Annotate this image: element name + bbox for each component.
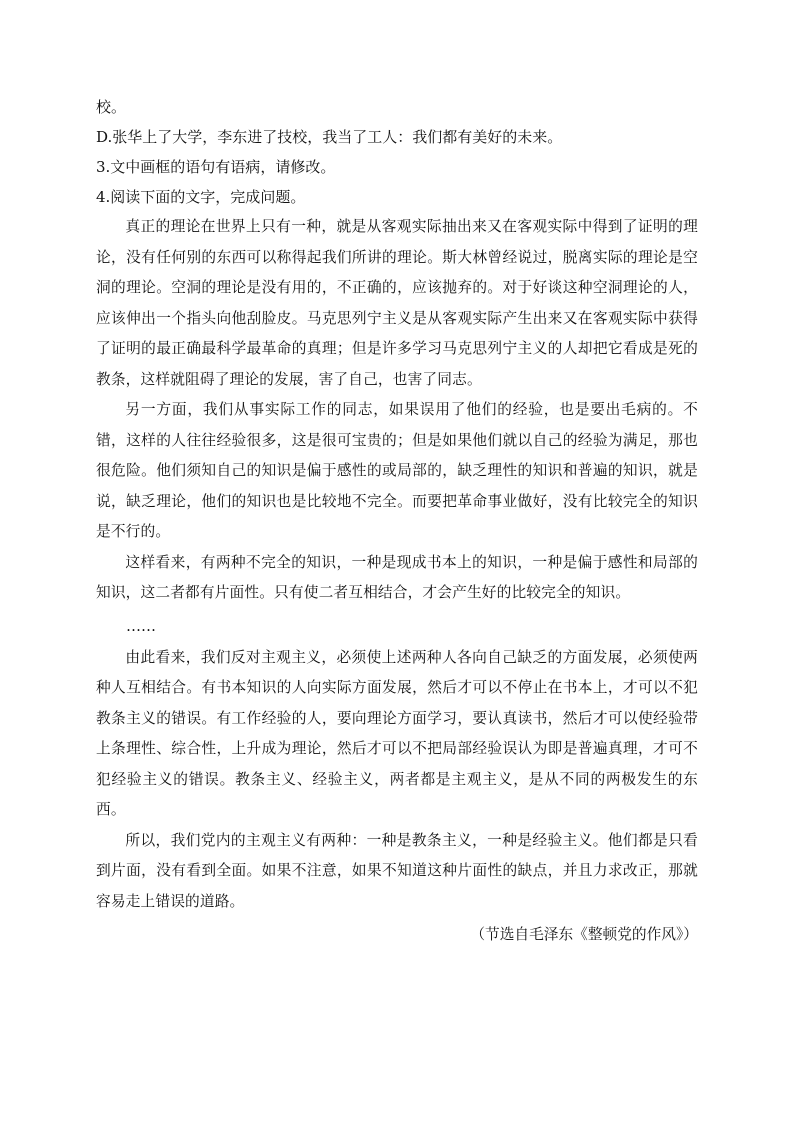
option-d: D.张华上了大学，李东进了技校，我当了工人：我们都有美好的未来。 bbox=[96, 128, 563, 146]
passage-source: （节选自毛泽东《整顿党的作风》） bbox=[470, 926, 698, 943]
question-4: 4.阅读下面的文字，完成问题。 bbox=[96, 188, 306, 206]
passage-paragraph-1: 真正的理论在世界上只有一种，就是从客观实际抽出来又在客观实际中得到了证明的理论，没有任何别的东西可以称得起我们所讲的理论。斯大林曾经说过，脱离实际的理论是空洞的理论。空洞的理论是没有用的，不正确的，应该抛弃的。对于好谈这种空洞理论的人，应该伸出一个指头向他刮脸皮。马克思列宁主义是从客观实际产生出来又在客观实际中获得了证明的最正确最科学最革命的真理；但是许多学习马克思列宁主义的人却把它看成是死的教条，这样就阻碍了理论的发展，害了自己，也害了同志。 bbox=[96, 218, 698, 388]
question-text-line: 校。 bbox=[96, 98, 127, 116]
passage-paragraph-2: 另一方面，我们从事实际工作的同志，如果误用了他们的经验，也是要出毛病的。不错，这样的人往往经验很多，这是很可宝贵的；但是如果他们就以自己的经验为满足，那也很危险。他们须知自己的知识是偏于感性的或局部的，缺乏理性的知识和普遍的知识，就是说，缺乏理论，他们的知识也是比较地不完全。而要把革命事业做好，没有比较完全的知识是不行的。 bbox=[96, 401, 698, 540]
document-page bbox=[96, 92, 698, 951]
passage-ellipsis: …… bbox=[126, 616, 156, 635]
reading-passage bbox=[96, 212, 698, 951]
passage-paragraph-5: 所以，我们党内的主观主义有两种：一种是教条主义，一种是经验主义。他们都是只看到片面，没有看到全面。如果不注意，如果不知道这种片面性的缺点，并且力求改正，那就容易走上错误的道路。 bbox=[96, 831, 698, 910]
passage-paragraph-3: 这样看来，有两种不完全的知识，一种是现成书本上的知识，一种是偏于感性和局部的知识，这二者都有片面性。只有使二者互相结合，才会产生好的比较完全的知识。 bbox=[96, 553, 698, 601]
passage-paragraph-4: 由此看来，我们反对主观主义，必须使上述两种人各向自己缺乏的方面发展，必须使两种人互相结合。有书本知识的人向实际方面发展，然后才可以不停止在书本上，才可以不犯教条主义的错误。有工作经验的人，要向理论方面学习，要认真读书，然后才可以使经验带上条理性、综合性，上升成为理论，然后才可以不把局部经验误认为即是普遍真理，才可不犯经验主义的错误。教条主义、经验主义，两者都是主观主义，是从不同的两极发生的东西。 bbox=[96, 648, 698, 818]
question-3: 3.文中画框的语句有语病，请修改。 bbox=[96, 158, 336, 176]
